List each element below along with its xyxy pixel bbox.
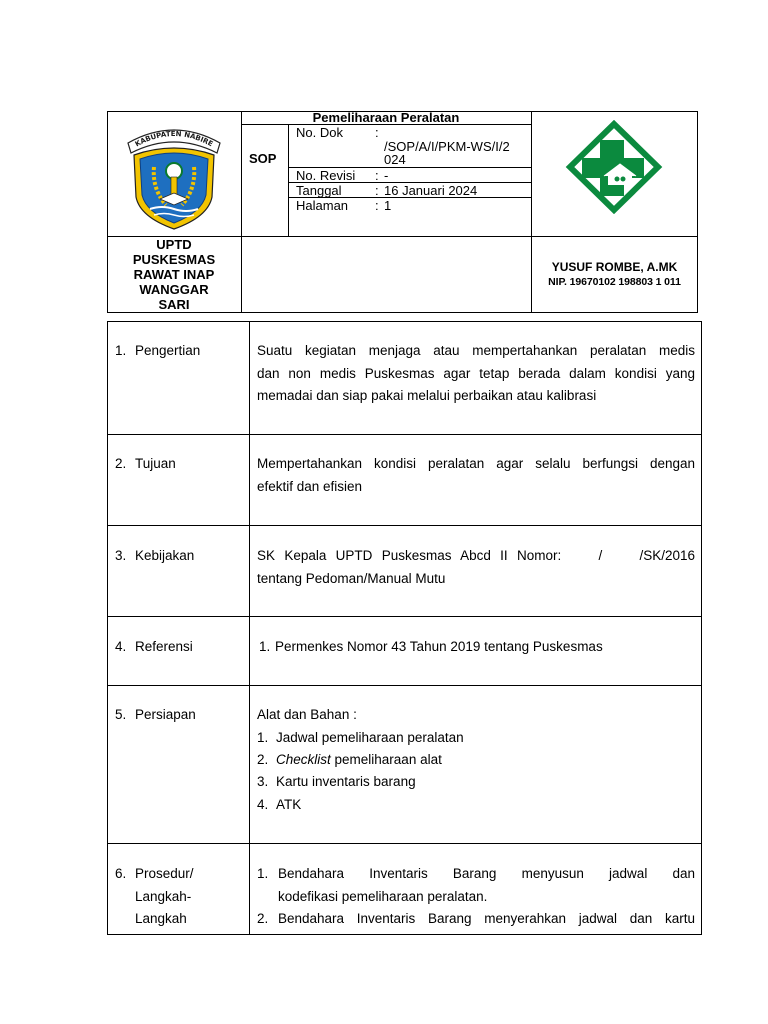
section-text-tujuan — [257, 453, 695, 498]
list-item-text: Kartu inventaris barang — [276, 774, 416, 789]
org-line: WANGGAR — [139, 282, 209, 297]
puskesmas-cross-icon — [564, 120, 664, 214]
list-item-text: ATK — [276, 797, 302, 812]
label-line: Langkah- — [135, 888, 192, 904]
section-label: Tujuan — [135, 456, 176, 471]
section-number: 5. — [115, 707, 127, 722]
meta-value-no-revisi: - — [384, 168, 389, 183]
list-item-text: Jadwal pemeliharaan peralatan — [276, 730, 464, 745]
meta-value-no-dok-1: /SOP/A/I/PKM-WS/I/2 — [384, 139, 510, 154]
step-number: 2. — [257, 911, 269, 926]
text-line: efektif dan efisien — [257, 478, 363, 494]
meta-label-no-revisi: No. Revisi — [296, 168, 356, 183]
text-line: Mempertahankan kondisi peralatan agar selalu berfungsi dengan — [257, 456, 695, 471]
text-line: dan non medis Puskesmas agar tetap berada dalam kondisi yang — [257, 365, 695, 381]
text-line: Suatu kegiatan menjaga atau mempertahankan peralatan medis — [257, 343, 695, 358]
text-line: kodefikasi pemeliharaan peralatan. — [278, 888, 488, 904]
section-number: 3. — [115, 548, 127, 563]
section-text-pengertian — [257, 340, 695, 408]
puskesmas-logo — [564, 120, 664, 214]
meta-value-tanggal: 16 Januari 2024 — [384, 183, 478, 198]
text-line: Bendahara Inventaris Barang menyusun jadwal dan — [278, 866, 695, 881]
signer-nip: NIP. 19670102 198803 1 011 — [548, 276, 681, 288]
signer-name: YUSUF ROMBE, A.MK — [551, 260, 678, 274]
meta-sep-tanggal: : — [375, 183, 379, 198]
list-number: 3. — [257, 774, 269, 789]
org-line: UPTD — [156, 237, 192, 252]
step-text — [278, 908, 695, 931]
section-label: Kebijakan — [135, 548, 195, 563]
org-line: PUSKESMAS — [132, 252, 216, 267]
text-line: Bendahara Inventaris Barang menyerahkan jadwal dan kartu — [278, 911, 695, 926]
meta-label-tanggal: Tanggal — [296, 183, 342, 198]
section-number: 1. — [115, 343, 127, 358]
meta-value-halaman: 1 — [384, 198, 392, 213]
persiapan-intro: Alat dan Bahan : — [257, 707, 357, 722]
meta-sep-halaman: : — [375, 198, 379, 213]
meta-sep-no-revisi: : — [375, 168, 379, 183]
list-item-text: Permenkes Nomor 43 Tahun 2019 tentang Puskesmas — [275, 639, 603, 654]
section-label: Pengertian — [135, 343, 201, 358]
org-line: SARI — [158, 297, 190, 312]
meta-sep-no-dok: : — [375, 125, 379, 140]
list-item-rest: pemeliharaan alat — [330, 752, 442, 767]
org-line: RAWAT INAP — [133, 267, 215, 282]
section-number: 6. — [115, 866, 127, 881]
kabupaten-nabire-logo — [122, 119, 226, 231]
list-number: 2. — [257, 752, 269, 767]
list-number: 1. — [259, 639, 271, 654]
meta-value-no-dok-2: 024 — [384, 152, 406, 167]
meta-label-halaman: Halaman — [296, 198, 349, 213]
nabire-crest-icon — [122, 119, 226, 231]
logo-arc-text: KABUPATEN NABIRE — [133, 129, 215, 149]
text-line: SK Kepala UPTD Puskesmas Abcd II Nomor: / /SK/2016 — [257, 548, 695, 563]
list-number: 1. — [257, 730, 269, 745]
text-line: tentang Pedoman/Manual Mutu — [257, 570, 446, 586]
step-number: 1. — [257, 866, 269, 881]
sop-label: SOP — [249, 151, 277, 166]
list-number: 4. — [257, 797, 269, 812]
meta-label-no-dok: No. Dok — [296, 125, 343, 140]
italic-term: Checklist — [276, 752, 331, 767]
step-text — [278, 863, 695, 908]
label-line: Langkah — [135, 911, 187, 926]
section-text-kebijakan — [257, 545, 695, 590]
list-item-text — [276, 749, 442, 772]
section-number: 4. — [115, 639, 127, 654]
label-line: Prosedur/ — [135, 866, 194, 881]
org-name — [107, 237, 241, 312]
section-label: Persiapan — [135, 707, 196, 722]
sop-title: Pemeliharaan Peralatan — [312, 110, 460, 125]
section-label-prosedur — [135, 863, 194, 931]
section-number: 2. — [115, 456, 127, 471]
section-label: Referensi — [135, 639, 193, 654]
text-line: memadai dan siap pakai melalui perbaikan atau kalibrasi — [257, 388, 597, 403]
